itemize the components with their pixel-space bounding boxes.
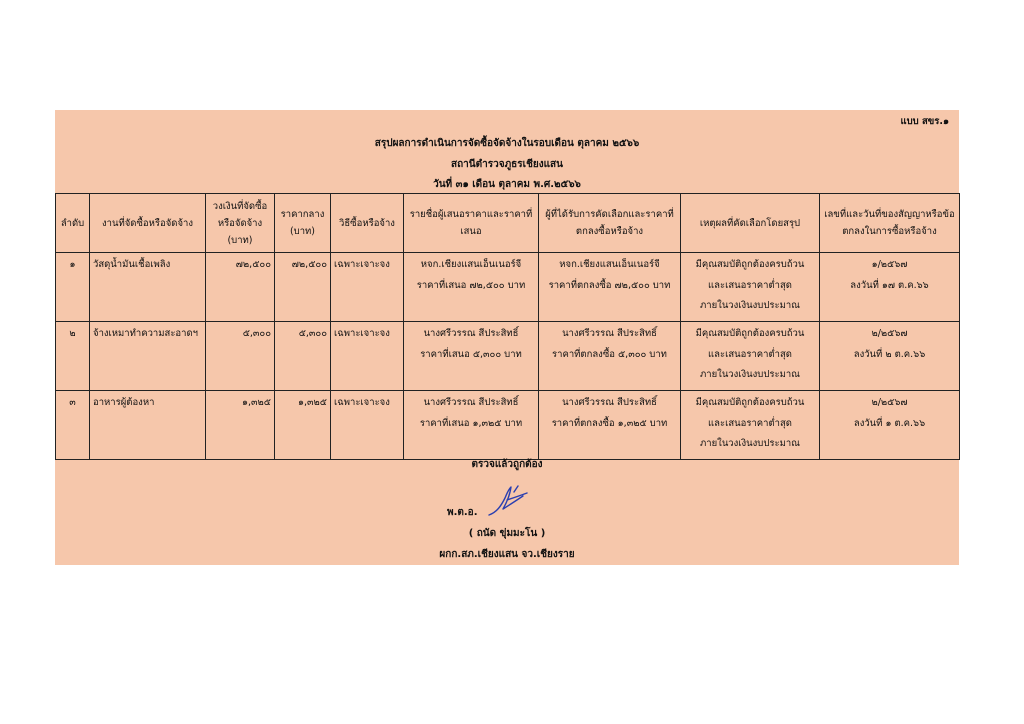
row-bidders: [404, 322, 539, 391]
row-bidders: [404, 253, 539, 322]
row-median: ๕,๓๐๐: [275, 322, 331, 391]
reason-line-3: ภายในวงเงินงบประมาณ: [700, 369, 800, 380]
agency-name: สถานีตำรวจภูธรเชียงแสน: [451, 159, 563, 170]
row-contract: [820, 322, 960, 391]
signer-rank: พ.ต.อ.: [447, 507, 478, 518]
header-bidders: รายชื่อผู้เสนอราคาและราคาที่เสนอ: [404, 194, 539, 253]
reason-line-1: มีคุณสมบัติถูกต้องครบถ้วน: [695, 328, 805, 339]
report-title: สรุปผลการดำเนินการจัดซื้อจัดจ้างในรอบเดือน ตุลาคม ๒๕๖๖: [374, 138, 640, 149]
row-item: วัสดุน้ำมันเชื้อเพลิง: [90, 253, 206, 322]
header-median-price: ราคากลาง (บาท): [275, 194, 331, 253]
table-row: [56, 391, 960, 460]
form-code: แบบ สขร.๑: [900, 116, 949, 127]
reason-line-1: มีคุณสมบัติถูกต้องครบถ้วน: [695, 259, 805, 270]
header-reason: เหตุผลที่คัดเลือกโดยสรุป: [681, 194, 820, 253]
table-row: [56, 322, 960, 391]
row-contract: [820, 253, 960, 322]
row-winner: [539, 322, 681, 391]
row-budget: ๑,๓๒๕: [206, 391, 275, 460]
row-no: ๑: [56, 253, 90, 322]
header-contract: เลขที่และวันที่ของสัญญาหรือข้อตกลงในการซื้อหรือจ้าง: [820, 194, 960, 253]
reason-line-3: ภายในวงเงินงบประมาณ: [700, 300, 800, 311]
row-winner: [539, 253, 681, 322]
reason-line-2: และเสนอราคาต่ำสุด: [708, 279, 792, 291]
row-bidders: [404, 391, 539, 460]
table-row: [56, 253, 960, 322]
row-budget: ๕,๓๐๐: [206, 322, 275, 391]
reason-line-2: และเสนอราคาต่ำสุด: [708, 417, 792, 429]
row-reason: [681, 391, 820, 460]
reason-line-3: ภายในวงเงินงบประมาณ: [700, 438, 800, 449]
contract-no: ๒/๒๕๖๗: [871, 328, 908, 339]
bidder-name: นางศรีวรรณ สีประสิทธิ์: [423, 328, 519, 339]
signature-mark: [483, 482, 533, 522]
signer-position: ผกก.สภ.เชียงแสน จว.เชียงราย: [439, 549, 575, 560]
row-method: เฉพาะเจาะจง: [331, 322, 404, 391]
winner-name: นางศรีวรรณ สีประสิทธิ์: [562, 397, 657, 408]
reason-line-1: มีคุณสมบัติถูกต้องครบถ้วน: [695, 397, 805, 408]
reason-line-2: และเสนอราคาต่ำสุด: [708, 348, 792, 360]
header-item: งานที่จัดซื้อหรือจัดจ้าง: [90, 194, 206, 253]
header-budget: วงเงินที่จัดซื้อหรือจัดจ้าง (บาท): [206, 194, 275, 253]
bidder-name: นางศรีวรรณ สีประสิทธิ์: [423, 397, 519, 408]
contract-no: ๑/๒๕๖๗: [871, 259, 908, 270]
signer-name: ( ถนัด ขุ่มมะโน ): [468, 528, 546, 539]
winner-price: ราคาที่ตกลงซื้อ ๗๒,๕๐๐ บาท: [548, 279, 671, 291]
row-no: ๒: [56, 322, 90, 391]
bidder-name: หจก.เชียงแสนเอ็นเนอร์จี: [420, 259, 522, 270]
row-item: อาหารผู้ต้องหา: [90, 391, 206, 460]
header-no: ลำดับ: [56, 194, 90, 253]
row-budget: ๗๒,๕๐๐: [206, 253, 275, 322]
row-method: เฉพาะเจาะจง: [331, 253, 404, 322]
bidder-price: ราคาที่เสนอ ๗๒,๕๐๐ บาท: [416, 279, 526, 291]
row-median: ๑,๓๒๕: [275, 391, 331, 460]
winner-name: หจก.เชียงแสนเอ็นเนอร์จี: [559, 259, 660, 270]
row-median: ๗๒,๕๐๐: [275, 253, 331, 322]
procurement-table: [55, 193, 960, 460]
winner-name: นางศรีวรรณ สีประสิทธิ์: [562, 328, 657, 339]
row-reason: [681, 322, 820, 391]
row-winner: [539, 391, 681, 460]
contract-date: ลงวันที่ ๑๗ ต.ค.๖๖: [850, 279, 929, 291]
table-header-row: [56, 194, 960, 253]
row-item: จ้างเหมาทำความสะอาดฯ: [90, 322, 206, 391]
contract-no: ๒/๒๕๖๗: [871, 397, 908, 408]
row-reason: [681, 253, 820, 322]
contract-date: ลงวันที่ ๒ ต.ค.๖๖: [853, 348, 926, 360]
row-method: เฉพาะเจาะจง: [331, 391, 404, 460]
winner-price: ราคาที่ตกลงซื้อ ๕,๓๐๐ บาท: [552, 348, 667, 360]
verified-text: ตรวจแล้วถูกต้อง: [471, 459, 543, 470]
document-sheet: [55, 110, 959, 565]
winner-price: ราคาที่ตกลงซื้อ ๑,๓๒๕ บาท: [551, 417, 668, 429]
bidder-price: ราคาที่เสนอ ๑,๓๒๕ บาท: [419, 417, 523, 429]
row-contract: [820, 391, 960, 460]
header-winner: ผู้ที่ได้รับการคัดเลือกและราคาที่ตกลงซื้อหรือจ้าง: [539, 194, 681, 253]
row-no: ๓: [56, 391, 90, 460]
header-method: วิธีซื้อหรือจ้าง: [331, 194, 404, 253]
bidder-price: ราคาที่เสนอ ๕,๓๐๐ บาท: [420, 348, 522, 360]
report-date: วันที่ ๓๑ เดือน ตุลาคม พ.ศ.๒๕๖๖: [433, 179, 581, 190]
contract-date: ลงวันที่ ๑ ต.ค.๖๖: [853, 417, 926, 429]
